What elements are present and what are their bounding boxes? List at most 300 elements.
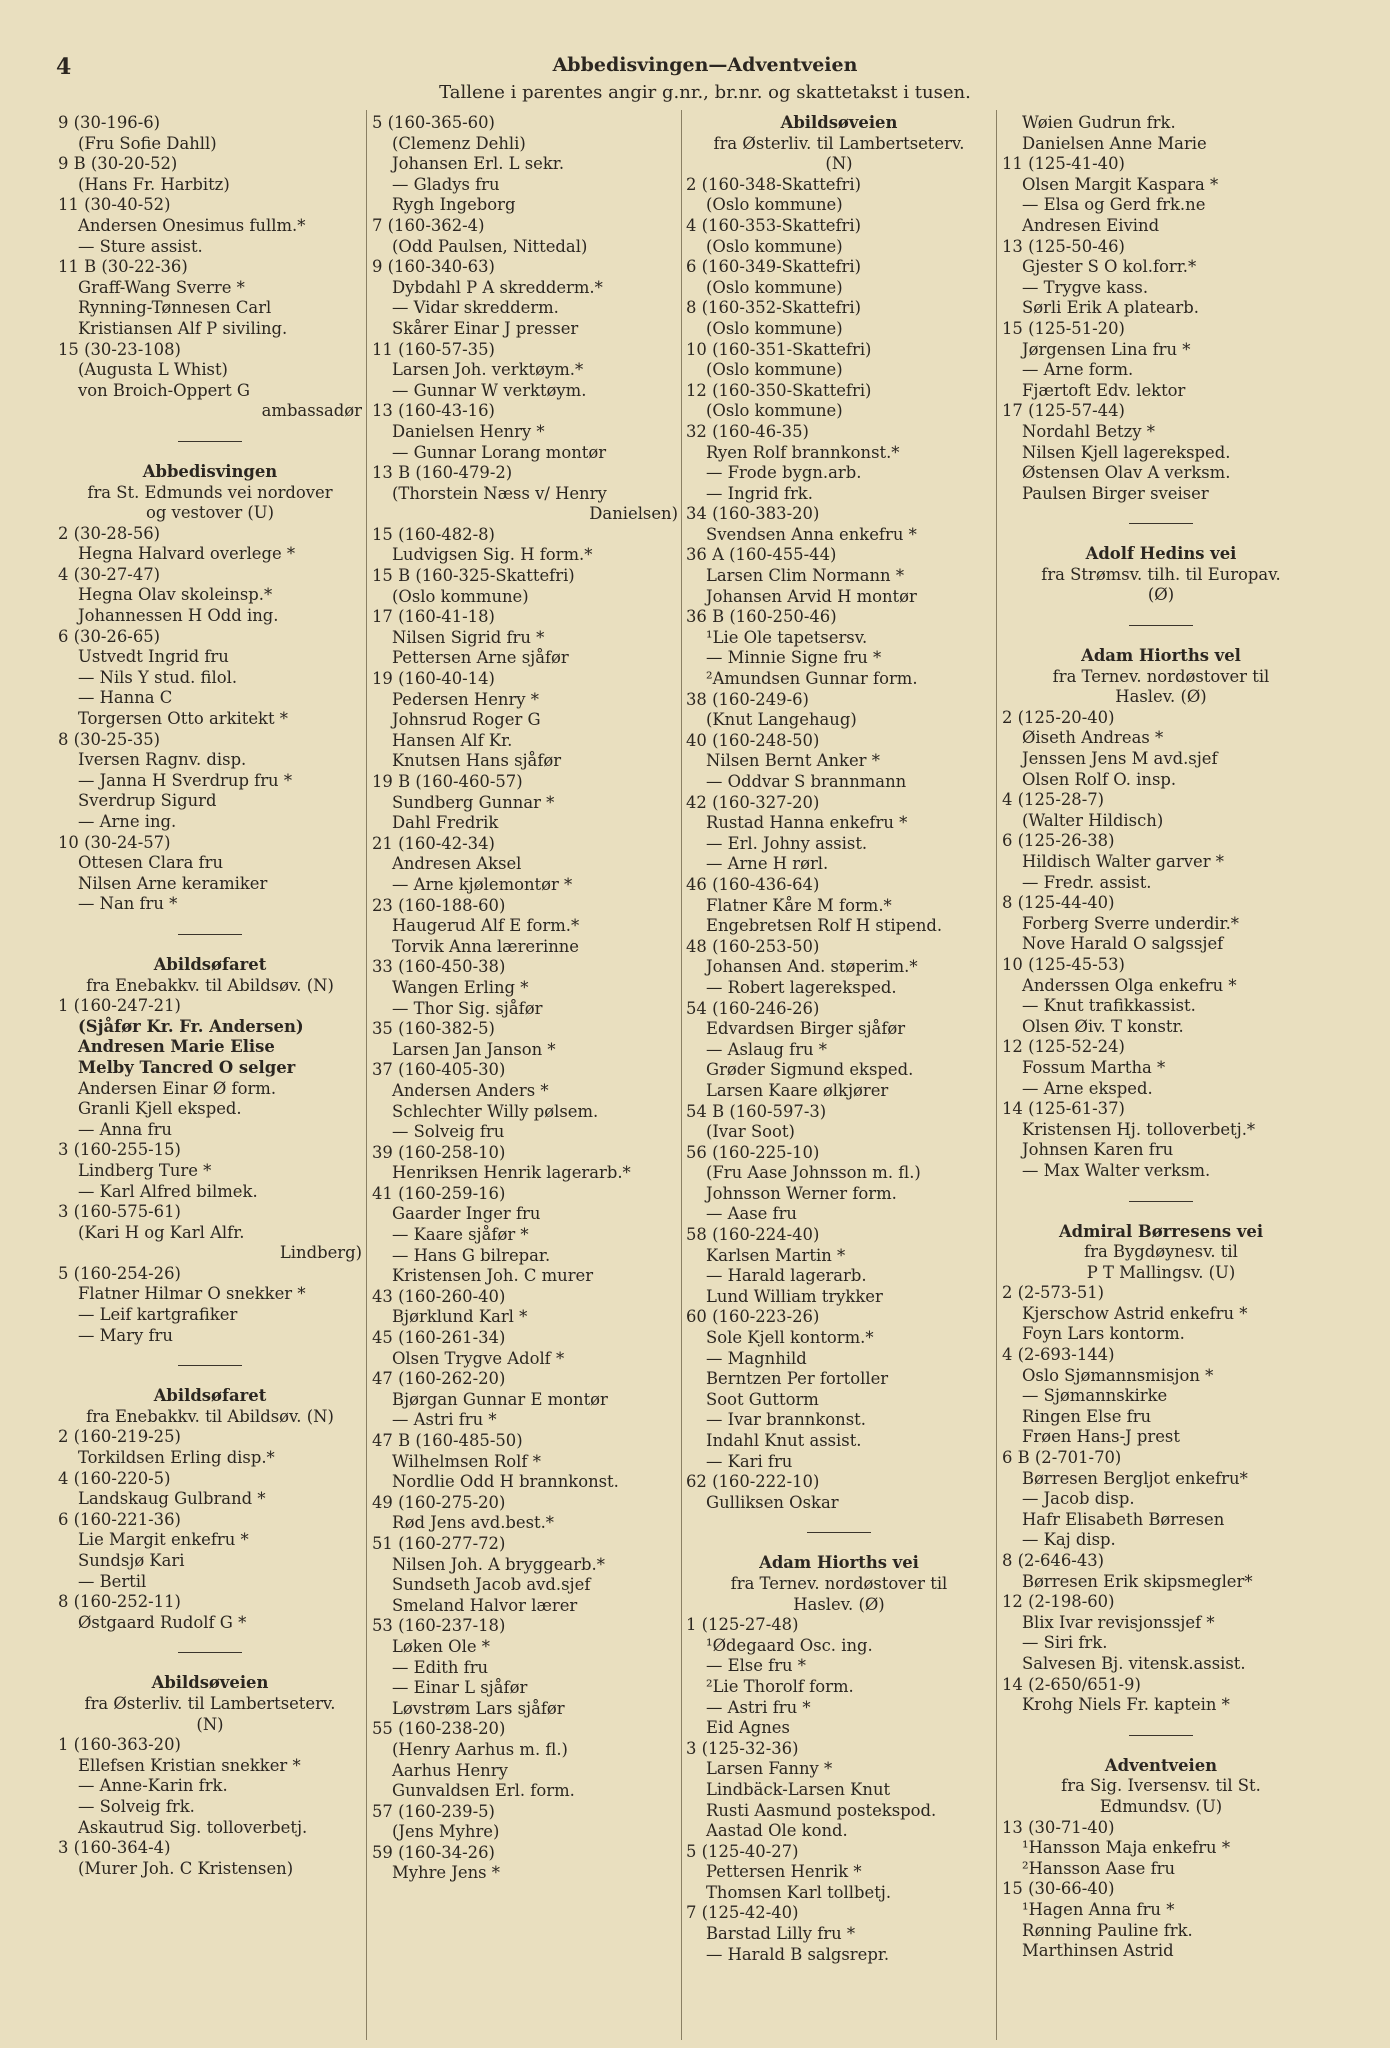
resident-entry: Pedersen Henry *: [392, 689, 539, 709]
street-description: Haslev. (Ø): [793, 1594, 885, 1614]
resident-entry: (Oslo kommune): [706, 236, 843, 256]
resident-entry: Johnsrud Roger G: [392, 710, 541, 730]
resident-entry: (Oslo kommune): [706, 318, 843, 338]
resident-entry: — Leif kartgrafiker: [78, 1305, 238, 1325]
resident-entry: Myhre Jens *: [392, 1863, 500, 1883]
resident-entry: Johnsson Werner form.: [706, 1183, 897, 1203]
address-entry: 10 (125-45-53): [1002, 954, 1125, 974]
resident-entry: Salvesen Bj. vitensk.assist.: [1022, 1653, 1246, 1673]
street-heading: Abildsøveien: [780, 113, 898, 132]
resident-entry: — Arne H rørl.: [706, 854, 829, 874]
resident-entry: — Solveig frk.: [78, 1796, 195, 1816]
address-entry: 43 (160-260-40): [372, 1286, 506, 1306]
address-entry: 13 (125-50-46): [1002, 236, 1125, 256]
resident-entry: — Else fru *: [706, 1656, 806, 1676]
resident-entry: — Fredr. assist.: [1022, 872, 1152, 892]
resident-entry: Gunvaldsen Erl. form.: [392, 1781, 575, 1801]
resident-entry: — Arne eksped.: [1022, 1078, 1153, 1098]
resident-entry: Landskaug Gulbrand *: [78, 1489, 266, 1509]
address-entry: 19 (160-40-14): [372, 669, 495, 689]
resident-entry: Johansen Erl. L sekr.: [392, 154, 565, 174]
resident-entry: Nordahl Betzy *: [1022, 421, 1155, 441]
address-entry: 45 (160-261-34): [372, 1328, 506, 1348]
resident-entry: Johansen Arvid H montør: [706, 586, 917, 606]
resident-entry: Hansen Alf Kr.: [392, 730, 513, 750]
street-description: fra Ternev. nordøstover til: [730, 1573, 948, 1593]
address-entry: 11 (125-41-40): [1002, 154, 1125, 174]
resident-entry: — Ingrid frk.: [706, 483, 813, 503]
address-entry: 58 (160-224-40): [686, 1225, 820, 1245]
street-description: (N): [825, 154, 853, 174]
resident-entry: Ellefsen Kristian snekker *: [78, 1755, 301, 1775]
address-entry: 19 B (160-460-57): [372, 772, 523, 791]
resident-entry: Bjørgan Gunnar E montør: [392, 1389, 608, 1409]
resident-entry: Børresen Bergljot enkefru*: [1022, 1468, 1248, 1488]
street-description: Haslev. (Ø): [1115, 687, 1207, 707]
resident-entry: Hegna Olav skoleinsp.*: [78, 585, 273, 605]
address-entry: 11 (30-40-52): [58, 195, 171, 215]
resident-entry: Bjørklund Karl *: [392, 1307, 528, 1327]
resident-entry: — Harald B salgsrepr.: [706, 1944, 890, 1964]
resident-entry: — Hanna C: [78, 688, 173, 708]
address-entry: 48 (160-253-50): [686, 936, 820, 956]
address-entry: 12 (125-52-24): [1002, 1037, 1125, 1057]
resident-entry: Grøder Sigmund eksped.: [706, 1060, 914, 1080]
street-heading: Adolf Hedins vei: [1085, 544, 1237, 564]
resident-entry: Hafr Elisabeth Børresen: [1022, 1509, 1225, 1529]
resident-entry: — Edith fru: [392, 1657, 489, 1677]
street-description: fra Enebakkv. til Abildsøv. (N): [86, 1406, 334, 1426]
address-entry: 1 (160-247-21): [58, 996, 181, 1016]
resident-entry: Engebretsen Rolf H stipend.: [706, 916, 943, 936]
street-description: fra Enebakkv. til Abildsøv. (N): [86, 975, 334, 995]
address-entry: 47 (160-262-20): [372, 1369, 506, 1389]
resident-entry: Kristensen Joh. C murer: [392, 1266, 594, 1286]
resident-entry: (Oslo kommune): [392, 586, 529, 606]
resident-entry: Sundseth Jacob avd.sjef: [392, 1575, 591, 1595]
resident-entry: (Thorstein Næss v/ Henry: [392, 483, 607, 503]
resident-entry: Rustad Hanna enkefru *: [706, 813, 908, 833]
resident-entry: (Oslo kommune): [706, 277, 843, 297]
street-description: fra Bygdøynesv. til: [1084, 1242, 1238, 1262]
address-entry: 3 (160-364-4): [58, 1838, 171, 1858]
resident-entry: (Henry Aarhus m. fl.): [392, 1739, 568, 1759]
resident-entry: Gulliksen Oskar: [706, 1492, 839, 1512]
resident-entry: (Oslo kommune): [706, 401, 843, 421]
address-entry: 4 (2-693-144): [1002, 1345, 1115, 1365]
resident-entry: Larsen Joh. verktøym.*: [392, 360, 584, 380]
resident-entry: — Frode bygn.arb.: [706, 463, 862, 483]
resident-entry: Aastad Ole kond.: [706, 1821, 848, 1841]
resident-entry: Nilsen Kjell lagereksped.: [1022, 442, 1231, 462]
address-entry: 17 (160-41-18): [372, 607, 495, 627]
address-entry: 46 (160-436-64): [686, 874, 820, 894]
street-description: (N): [196, 1714, 224, 1734]
address-entry: 11 (160-57-35): [372, 339, 495, 359]
resident-entry: (Hans Fr. Harbitz): [78, 174, 230, 194]
address-entry: 51 (160-277-72): [372, 1533, 506, 1553]
resident-entry: Krohg Niels Fr. kaptein *: [1022, 1695, 1230, 1715]
resident-entry: Andersen Onesimus fullm.*: [78, 215, 306, 235]
address-entry: 12 (160-350-Skattefri): [686, 380, 872, 400]
resident-entry: Andresen Marie Elise: [78, 1037, 275, 1057]
column-2: [372, 113, 678, 2038]
resident-entry: Olsen Trygve Adolf *: [392, 1348, 565, 1368]
resident-entry: — Kaj disp.: [1022, 1530, 1116, 1550]
resident-entry: — Gladys fru: [392, 174, 500, 194]
column-4: [1002, 113, 1320, 2038]
resident-entry: Wangen Erling *: [392, 977, 529, 997]
page-subtitle: Tallene i parentes angir g.nr., br.nr. og skattetakst i tusen.: [439, 82, 971, 103]
address-entry: 10 (160-351-Skattefri): [686, 339, 872, 359]
address-entry: 5 (125-40-27): [686, 1841, 799, 1861]
resident-entry: Lund William trykker: [706, 1286, 883, 1306]
address-entry: 21 (160-42-34): [372, 833, 495, 853]
street-description: fra Sig. Iversensv. til St.: [1061, 1776, 1261, 1796]
street-heading: Adam Hiorths vel: [1081, 646, 1241, 666]
street-heading: Abildsøfaret: [153, 1386, 267, 1406]
resident-entry: — Janna H Sverdrup fru *: [78, 770, 293, 790]
address-entry: 6 (160-221-36): [58, 1509, 181, 1529]
resident-entry: — Ivar brannkonst.: [706, 1410, 866, 1430]
resident-entry: Løken Ole *: [392, 1636, 490, 1656]
resident-entry: Pettersen Arne sjåfør: [392, 648, 569, 668]
resident-entry: Ustvedt Ingrid fru: [78, 647, 229, 667]
section-separator: [58, 915, 362, 955]
resident-entry: von Broich-Oppert G: [78, 380, 251, 400]
address-entry: 35 (160-382-5): [372, 1019, 495, 1039]
resident-entry: — Aase fru: [706, 1204, 797, 1224]
street-description: fra Strømsv. tilh. til Europav.: [1041, 564, 1281, 584]
resident-entry: Johnsen Karen fru: [1022, 1140, 1174, 1160]
resident-entry: — Max Walter verksm.: [1022, 1160, 1211, 1180]
resident-entry: — Astri fru *: [706, 1697, 811, 1717]
address-entry: 13 B (160-479-2): [372, 463, 513, 483]
resident-entry: Barstad Lilly fru *: [706, 1924, 856, 1944]
resident-entry: — Robert lagereksped.: [706, 977, 897, 997]
resident-entry: Skårer Einar J presser: [392, 318, 579, 338]
resident-entry: Frøen Hans-J prest: [1022, 1427, 1180, 1447]
resident-entry: Larsen Kaare ølkjører: [706, 1080, 889, 1100]
address-entry: 2 (125-20-40): [1002, 707, 1115, 727]
address-entry: 9 (30-196-6): [58, 113, 161, 132]
address-entry: 37 (160-405-30): [372, 1060, 506, 1080]
street-description: fra Østerliv. til Lambertseterv.: [84, 1693, 336, 1713]
resident-entry: Ottesen Clara fru: [78, 853, 224, 873]
resident-entry: — Hans G bilrepar.: [392, 1245, 551, 1265]
address-entry: 59 (160-34-26): [372, 1842, 495, 1862]
address-entry: 57 (160-239-5): [372, 1801, 495, 1821]
address-entry: 11 B (30-22-36): [58, 257, 188, 277]
resident-entry: Rusti Aasmund postekspod.: [706, 1800, 937, 1820]
address-entry: 2 (2-573-51): [1002, 1283, 1105, 1303]
resident-entry: (Sjåfør Kr. Fr. Andersen): [78, 1016, 304, 1036]
resident-entry: Knutsen Hans sjåfør: [392, 751, 562, 771]
resident-entry: — Sture assist.: [78, 236, 203, 256]
resident-entry: Larsen Clim Normann *: [706, 566, 905, 586]
address-entry: 41 (160-259-16): [372, 1183, 506, 1203]
address-entry: 54 (160-246-26): [686, 998, 820, 1018]
address-entry: 15 (30-23-108): [58, 339, 181, 359]
address-entry: 49 (160-275-20): [372, 1492, 506, 1512]
resident-entry: Larsen Jan Janson *: [392, 1039, 556, 1059]
resident-entry: Fjærtoft Edv. lektor: [1022, 380, 1186, 400]
address-entry: 36 A (160-455-44): [686, 545, 837, 565]
resident-entry: (Kari H og Karl Alfr.: [78, 1222, 245, 1242]
column-3: [686, 113, 992, 2038]
resident-entry: — Vidar skredderm.: [392, 298, 559, 318]
address-entry: 6 B (2-701-70): [1002, 1448, 1122, 1468]
resident-entry: Løvstrøm Lars sjåfør: [392, 1698, 565, 1718]
resident-entry: — Erl. Johny assist.: [706, 833, 868, 853]
resident-entry: (Walter Hildisch): [1022, 810, 1164, 830]
address-entry: 4 (160-353-Skattefri): [686, 215, 862, 235]
resident-entry: Rynning-Tønnesen Carl: [78, 298, 272, 318]
resident-entry: Kjerschow Astrid enkefru *: [1022, 1303, 1248, 1323]
resident-entry: Aarhus Henry: [392, 1760, 508, 1780]
resident-entry: Fossum Martha *: [1022, 1057, 1166, 1077]
resident-entry: — Gunnar W verktøym.: [392, 380, 587, 400]
section-separator: [1002, 1182, 1320, 1222]
resident-entry: Børresen Erik skipsmegler*: [1022, 1571, 1253, 1591]
address-entry: 15 (30-66-40): [1002, 1879, 1115, 1899]
resident-entry: Ryen Rolf brannkonst.*: [706, 442, 900, 462]
resident-entry: Lie Margit enkefru *: [78, 1530, 249, 1550]
address-entry: 1 (160-363-20): [58, 1735, 181, 1755]
resident-entry: ²Lie Thorolf form.: [706, 1676, 854, 1696]
resident-entry: Nilsen Sigrid fru *: [392, 627, 545, 647]
resident-entry: (Murer Joh. C Kristensen): [78, 1858, 294, 1878]
resident-entry: — Kari fru: [706, 1451, 793, 1471]
address-entry: 2 (160-219-25): [58, 1427, 181, 1447]
resident-entry: — Minnie Signe fru *: [706, 648, 882, 668]
resident-entry: Dahl Fredrik: [392, 813, 499, 833]
resident-entry: Smeland Halvor lærer: [392, 1595, 578, 1615]
resident-entry: — Gunnar Lorang montør: [392, 442, 607, 462]
street-description: P T Mallingsv. (U): [1086, 1262, 1236, 1282]
street-heading: Adam Hiorths vei: [759, 1553, 919, 1573]
resident-entry: Melby Tancred O selger: [78, 1057, 296, 1077]
resident-entry: Sole Kjell kontorm.*: [706, 1328, 874, 1348]
address-entry: 47 B (160-485-50): [372, 1431, 523, 1450]
resident-entry: ¹Hansson Maja enkefru *: [1022, 1838, 1231, 1858]
address-entry: 38 (160-249-6): [686, 689, 809, 709]
continued-entry: Danielsen): [589, 504, 678, 524]
resident-entry: Wøien Gudrun frk.: [1022, 113, 1176, 132]
address-entry: 3 (125-32-36): [686, 1738, 799, 1758]
column-divider: [681, 110, 682, 2040]
resident-entry: Kristiansen Alf P siviling.: [78, 318, 288, 338]
resident-entry: ²Hansson Aase fru: [1022, 1858, 1176, 1878]
address-entry: 14 (2-650/651-9): [1002, 1674, 1141, 1694]
resident-entry: Rød Jens avd.best.*: [392, 1513, 554, 1533]
address-entry: 60 (160-223-26): [686, 1307, 820, 1327]
resident-entry: — Oddvar S brannmann: [706, 772, 907, 791]
resident-entry: — Nils Y stud. filol.: [78, 667, 238, 687]
address-entry: 39 (160-258-10): [372, 1142, 506, 1162]
column-divider: [996, 110, 997, 2040]
resident-entry: Sørli Erik A platearb.: [1022, 298, 1199, 318]
street-description: fra St. Edmunds vei nordover: [87, 482, 333, 502]
resident-entry: — Trygve kass.: [1022, 277, 1149, 297]
resident-entry: Sundberg Gunnar *: [392, 792, 555, 812]
address-entry: 53 (160-237-18): [372, 1616, 506, 1636]
resident-entry: Foyn Lars kontorm.: [1022, 1324, 1185, 1344]
street-heading: Admiral Børresens vei: [1058, 1221, 1264, 1241]
column-divider: [366, 110, 367, 2040]
resident-entry: Berntzen Per fortoller: [706, 1369, 889, 1389]
resident-entry: — Harald lagerarb.: [706, 1266, 867, 1286]
section-separator: [1002, 504, 1320, 544]
resident-entry: Soot Guttorm: [706, 1389, 819, 1409]
resident-entry: — Bertil: [78, 1571, 147, 1591]
resident-entry: Haugerud Alf E form.*: [392, 916, 580, 936]
resident-entry: — Knut trafikkassist.: [1022, 996, 1196, 1016]
address-entry: 7 (160-362-4): [372, 215, 485, 235]
resident-entry: Pettersen Henrik *: [706, 1862, 862, 1882]
resident-entry: Eid Agnes: [706, 1718, 790, 1738]
address-entry: 15 B (160-325-Skattefri): [372, 566, 575, 586]
resident-entry: Larsen Fanny *: [706, 1759, 833, 1779]
resident-entry: Forberg Sverre underdir.*: [1022, 913, 1239, 933]
resident-entry: Torgersen Otto arkitekt *: [78, 709, 288, 729]
resident-entry: (Ivar Soot): [706, 1122, 795, 1142]
street-heading: Abbedisvingen: [142, 461, 278, 481]
resident-entry: ¹Hagen Anna fru *: [1022, 1899, 1175, 1919]
address-entry: 17 (125-57-44): [1002, 401, 1125, 421]
resident-entry: (Fru Aase Johnsson m. fl.): [706, 1163, 921, 1183]
resident-entry: Oslo Sjømannsmisjon *: [1022, 1365, 1214, 1385]
address-entry: 42 (160-327-20): [686, 792, 820, 812]
resident-entry: Blix Ivar revisjonssjef *: [1022, 1612, 1215, 1632]
section-separator: [58, 1633, 362, 1673]
street-description: (Ø): [1147, 585, 1175, 605]
address-entry: 13 (160-43-16): [372, 401, 495, 421]
resident-entry: Andresen Aksel: [392, 854, 522, 874]
resident-entry: Nordlie Odd H brannkonst.: [392, 1472, 619, 1492]
address-entry: 3 (160-255-15): [58, 1140, 181, 1160]
address-entry: 8 (2-646-43): [1002, 1551, 1105, 1570]
resident-entry: — Karl Alfred bilmek.: [78, 1181, 258, 1201]
address-entry: 32 (160-46-35): [686, 421, 809, 441]
resident-entry: Østensen Olav A verksm.: [1022, 463, 1231, 483]
resident-entry: — Magnhild: [706, 1348, 807, 1368]
resident-entry: Wilhelmsen Rolf *: [392, 1451, 541, 1471]
resident-entry: Flatner Hilmar O snekker *: [78, 1284, 306, 1304]
resident-entry: Edvardsen Birger sjåfør: [706, 1019, 906, 1039]
address-entry: 9 B (30-20-52): [58, 154, 178, 174]
resident-entry: (Clemenz Dehli): [392, 133, 526, 153]
resident-entry: — Nan fru *: [78, 894, 178, 914]
resident-entry: Paulsen Birger sveiser: [1022, 483, 1209, 503]
resident-entry: ¹Lie Ole tapetsersv.: [706, 627, 868, 647]
address-entry: 8 (160-252-11): [58, 1592, 181, 1612]
resident-entry: Indahl Knut assist.: [706, 1431, 862, 1450]
section-separator: [1002, 1716, 1320, 1756]
resident-entry: Nilsen Bernt Anker *: [706, 751, 880, 771]
address-entry: 10 (30-24-57): [58, 832, 171, 852]
address-entry: 13 (30-71-40): [1002, 1817, 1115, 1837]
address-entry: 15 (160-482-8): [372, 524, 495, 544]
resident-entry: — Elsa og Gerd frk.ne: [1022, 195, 1206, 215]
resident-entry: — Solveig fru: [392, 1122, 505, 1142]
street-description: fra Ternev. nordøstover til: [1052, 666, 1270, 686]
resident-entry: Sverdrup Sigurd: [78, 791, 217, 811]
resident-entry: — Arne ing.: [78, 812, 177, 831]
page-title: Abbedisvingen—Adventveien: [552, 54, 858, 76]
resident-entry: — Mary fru: [78, 1325, 173, 1345]
address-entry: 33 (160-450-38): [372, 957, 506, 977]
address-entry: 54 B (160-597-3): [686, 1101, 827, 1121]
resident-entry: Gjester S O kol.forr.*: [1022, 257, 1197, 277]
address-entry: 40 (160-248-50): [686, 730, 820, 750]
resident-entry: (Jens Myhre): [392, 1822, 500, 1842]
address-entry: 4 (160-220-5): [58, 1468, 171, 1488]
resident-entry: — Jacob disp.: [1022, 1489, 1135, 1509]
resident-entry: ²Amundsen Gunnar form.: [706, 669, 918, 689]
resident-entry: Ringen Else fru: [1022, 1406, 1152, 1426]
address-entry: 4 (30-27-47): [58, 564, 161, 584]
address-entry: 36 B (160-250-46): [686, 607, 837, 627]
resident-entry: (Augusta L Whist): [78, 360, 228, 380]
resident-entry: Lindberg Ture *: [78, 1160, 212, 1180]
resident-entry: Olsen Margit Kaspara *: [1022, 174, 1219, 194]
street-description: og vestover (U): [145, 503, 274, 523]
street-heading: Abildsøfaret: [153, 954, 267, 974]
resident-entry: — Siri frk.: [1022, 1633, 1108, 1653]
address-entry: 5 (160-365-60): [372, 113, 495, 132]
page-header: [340, 52, 1070, 106]
resident-entry: Danielsen Anne Marie: [1022, 133, 1207, 153]
resident-entry: Kristensen Hj. tolloverbetj.*: [1022, 1119, 1256, 1139]
page-number: 4: [56, 54, 72, 80]
resident-entry: Johansen And. støperim.*: [706, 957, 918, 977]
resident-entry: Øiseth Andreas *: [1022, 728, 1164, 748]
address-entry: 8 (30-25-35): [58, 729, 161, 749]
section-separator: [58, 1346, 362, 1386]
resident-entry: — Sjømannskirke: [1022, 1386, 1168, 1406]
resident-entry: Hildisch Walter garver *: [1022, 852, 1224, 871]
resident-entry: — Anna fru: [78, 1119, 172, 1139]
resident-entry: Thomsen Karl tollbetj.: [706, 1882, 892, 1902]
resident-entry: — Einar L sjåfør: [392, 1678, 528, 1698]
resident-entry: Graff-Wang Sverre *: [78, 277, 245, 297]
section-separator: [58, 422, 362, 462]
address-entry: 2 (160-348-Skattefri): [686, 174, 862, 194]
section-separator: [1002, 606, 1320, 646]
resident-entry: Nove Harald O salgssjef: [1022, 934, 1224, 954]
address-entry: 23 (160-188-60): [372, 895, 506, 915]
resident-entry: Rønning Pauline frk.: [1022, 1920, 1193, 1940]
resident-entry: Danielsen Henry *: [392, 421, 545, 441]
resident-entry: — Kaare sjåfør *: [392, 1225, 529, 1245]
continued-entry: ambassadør: [261, 401, 362, 421]
resident-entry: Dybdahl P A skredderm.*: [392, 277, 603, 297]
resident-entry: Marthinsen Astrid: [1022, 1941, 1174, 1961]
address-entry: 15 (125-51-20): [1002, 318, 1125, 338]
resident-entry: Andersen Einar Ø form.: [78, 1078, 277, 1098]
resident-entry: Andersen Anders *: [392, 1080, 549, 1100]
address-entry: 6 (160-349-Skattefri): [686, 257, 862, 277]
address-entry: 3 (160-575-61): [58, 1202, 181, 1222]
resident-entry: Rygh Ingeborg: [392, 195, 516, 215]
address-entry: 9 (160-340-63): [372, 257, 495, 277]
resident-entry: — Arne kjølemontør *: [392, 874, 573, 894]
address-entry: 5 (160-254-26): [58, 1263, 181, 1283]
resident-entry: Østgaard Rudolf G *: [78, 1612, 247, 1632]
column-1: [58, 113, 362, 2038]
address-entry: 8 (125-44-40): [1002, 893, 1115, 913]
